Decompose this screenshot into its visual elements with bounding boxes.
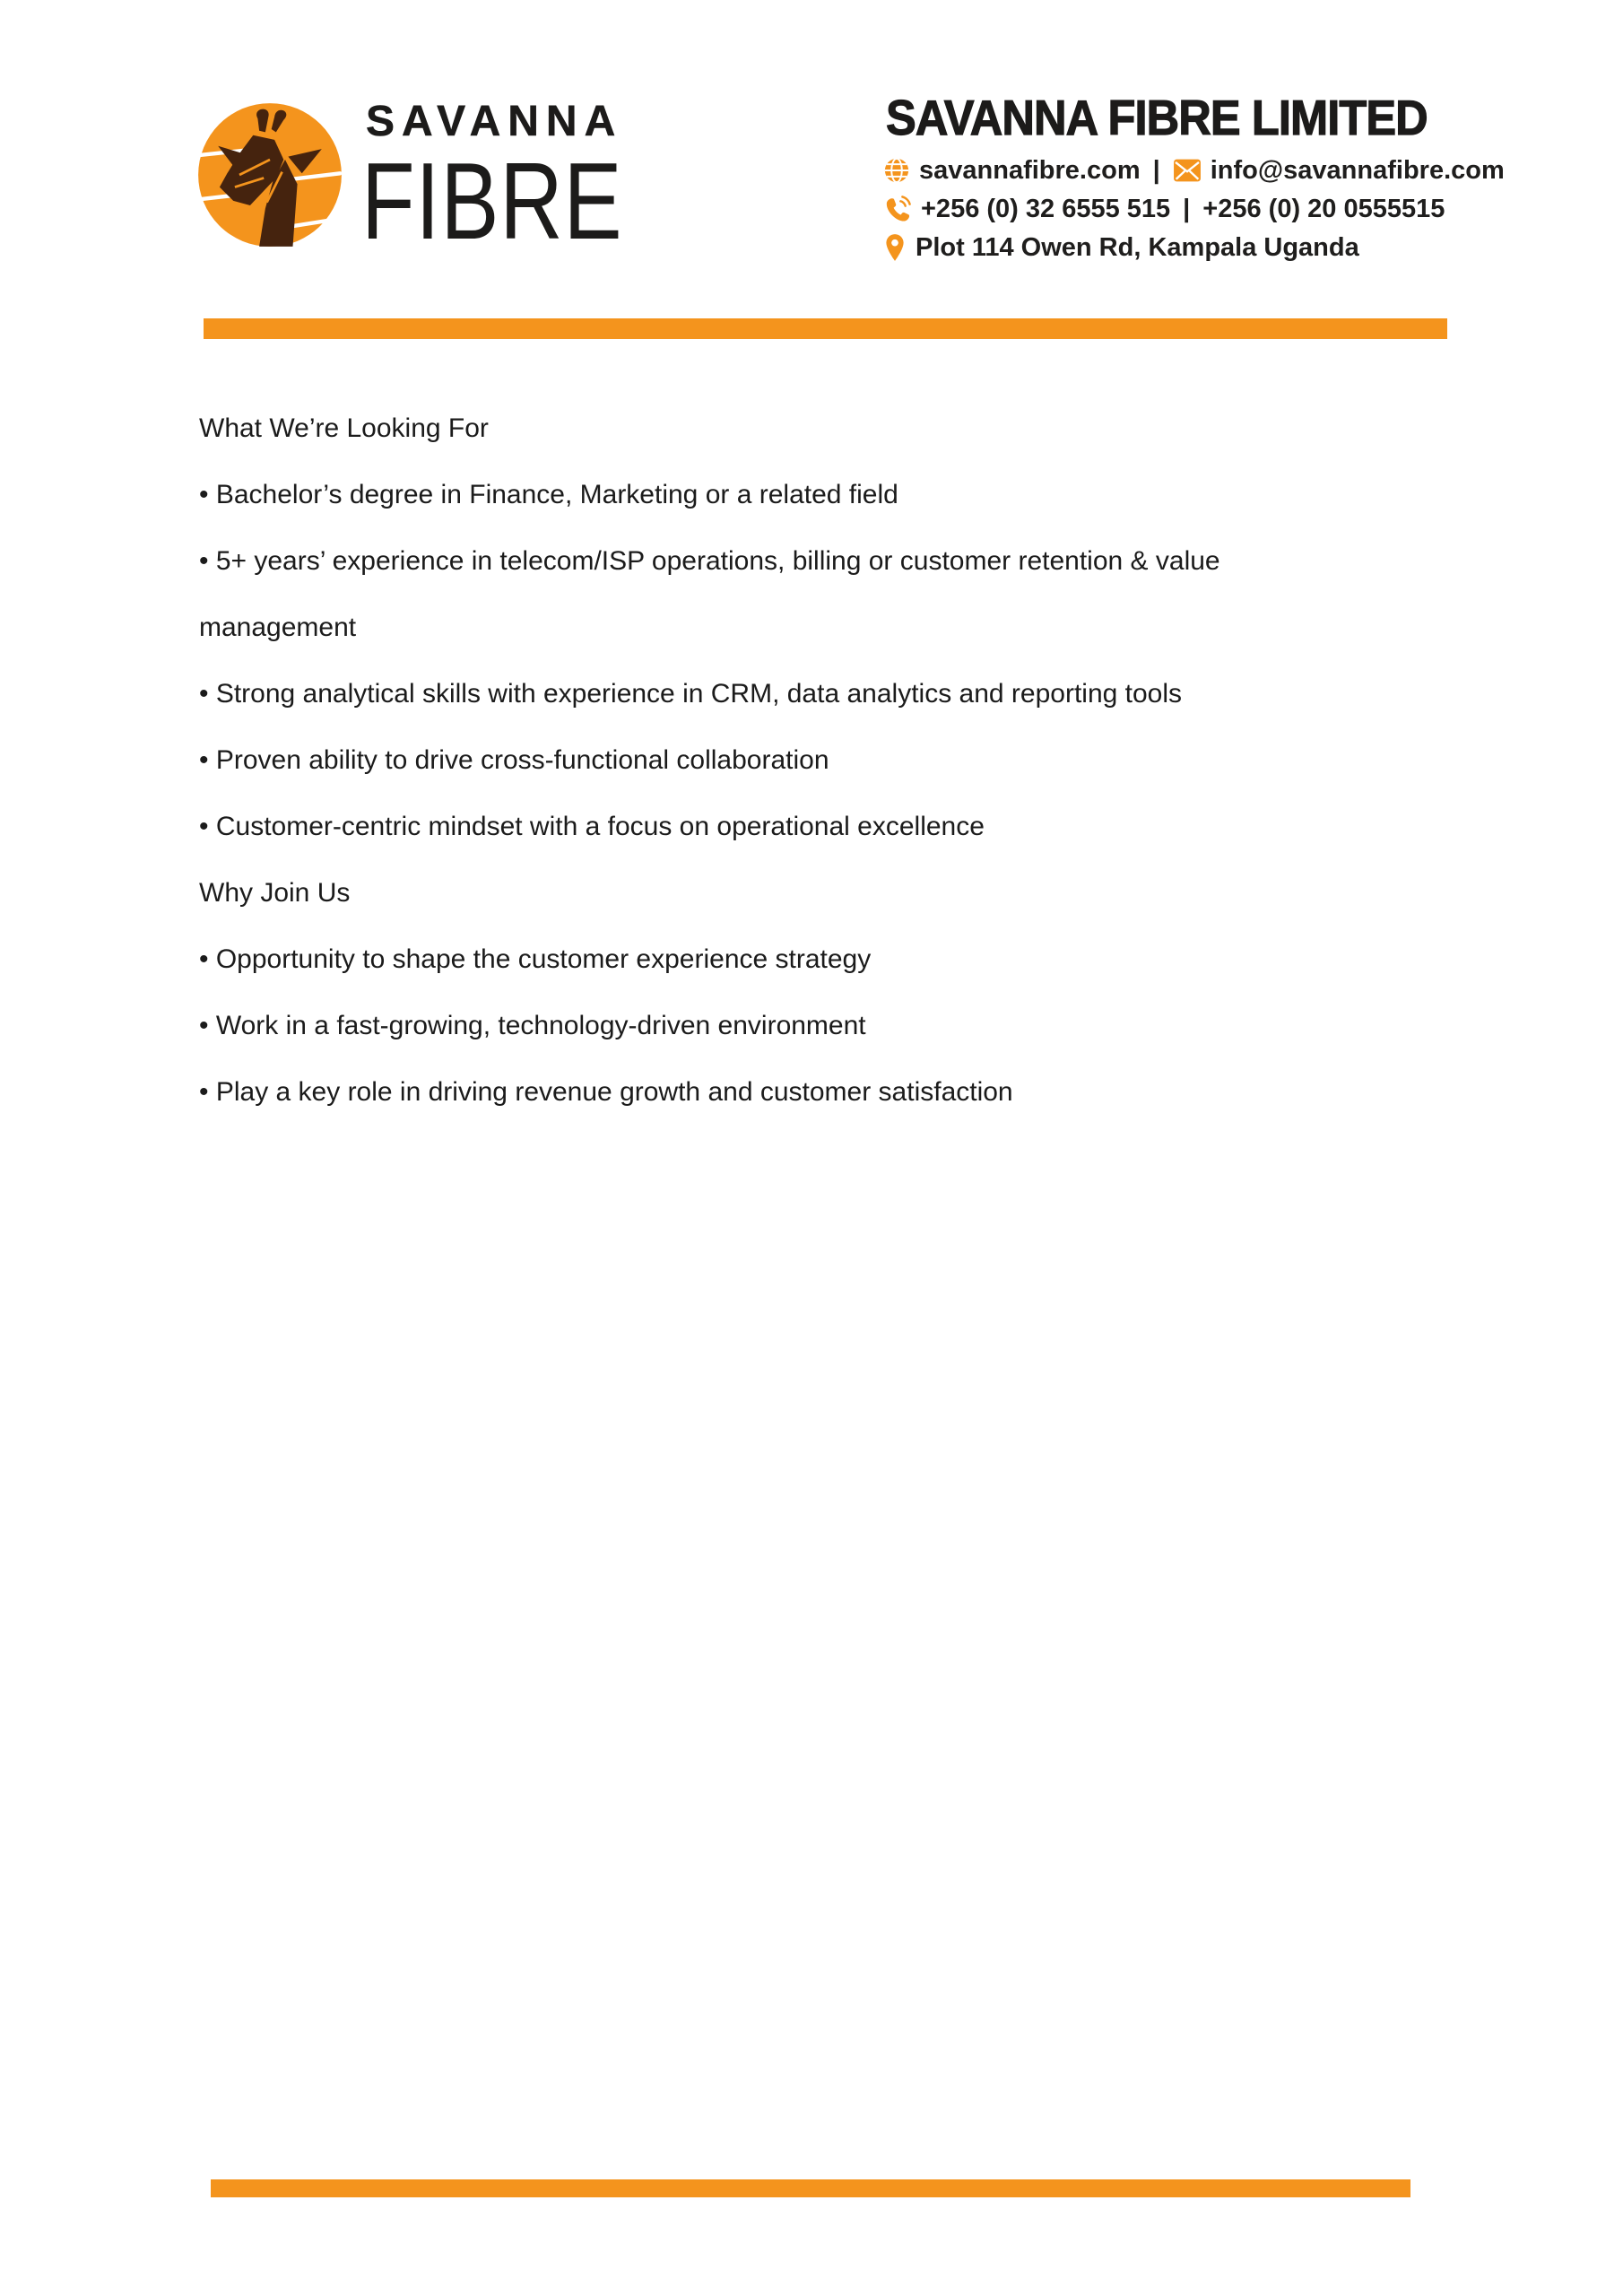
email-text: info@savannafibre.com [1210,155,1505,185]
separator-text: | [1152,155,1160,185]
address-text: Plot 114 Owen Rd, Kampala Uganda [916,232,1359,262]
envelope-icon [1173,159,1202,182]
globe-icon [883,157,910,184]
logo-wordmark-savanna: SAVANNA [366,98,623,145]
location-pin-icon [883,233,907,262]
phone-secondary-text: +256 (0) 20 0555515 [1202,194,1445,223]
contact-row-phone [883,191,1445,227]
company-name: SAVANNA FIBRE LIMITED [886,90,1428,145]
contact-row-address [883,230,1359,265]
body-line: • Play a key role in driving revenue growth and customer satisfaction [199,1077,1013,1107]
body-line: • Proven ability to drive cross-functional collaboration [199,745,829,775]
body-line: • 5+ years’ experience in telecom/ISP operations, billing or customer retention & value [199,546,1220,576]
website-text: savannafibre.com [919,155,1141,185]
body-line: Why Join Us [199,878,351,908]
body-line: • Customer-centric mindset with a focus on operational excellence [199,812,985,841]
separator-text: | [1183,194,1191,223]
logo-wordmark-fibre: FIBRE [361,140,623,262]
body-line: management [199,613,357,642]
top-divider-bar [204,318,1447,339]
phone-primary-text: +256 (0) 32 6555 515 [921,194,1171,223]
body-line: • Bachelor’s degree in Finance, Marketing or a related field [199,480,898,509]
bottom-divider-bar [211,2179,1410,2197]
body-line: • Strong analytical skills with experience in CRM, data analytics and reporting tools [199,679,1183,709]
contact-row-web-email [883,152,1505,188]
body-line: • Opportunity to shape the customer experience strategy [199,944,872,974]
phone-icon [883,195,912,223]
giraffe-logo-icon [194,99,346,251]
body-line: • Work in a fast-growing, technology-driven environment [199,1011,866,1040]
body-line: What We’re Looking For [199,413,489,443]
job-description-body [199,396,1454,1126]
